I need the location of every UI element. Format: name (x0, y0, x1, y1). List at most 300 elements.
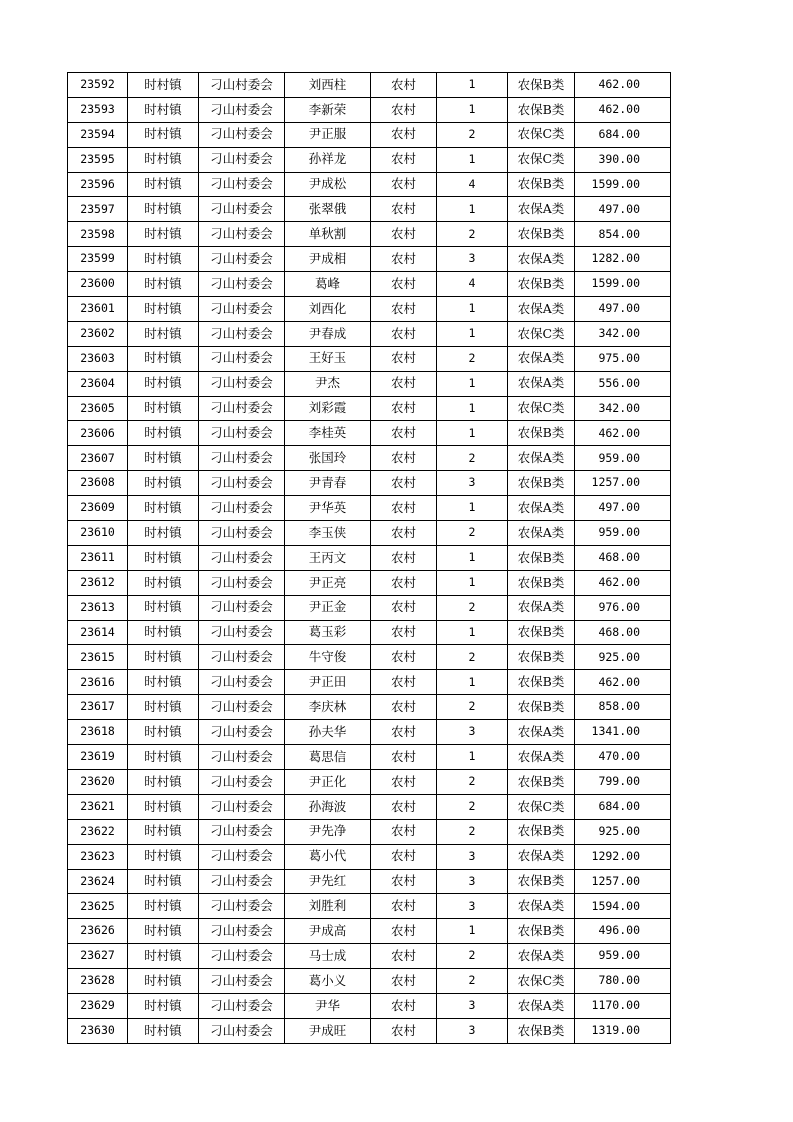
amount-cell: 390.00 (575, 147, 671, 172)
table-row (68, 97, 671, 122)
table-row (68, 1018, 671, 1043)
committee-cell: 刁山村委会 (199, 321, 285, 346)
household-type-cell: 农村 (371, 595, 437, 620)
record-id-cell: 23598 (68, 222, 128, 247)
table-row (68, 819, 671, 844)
category-cell: 农保A类 (508, 993, 575, 1018)
record-id-cell: 23629 (68, 993, 128, 1018)
category-cell: 农保B类 (508, 545, 575, 570)
amount-cell: 496.00 (575, 919, 671, 944)
town-cell: 时村镇 (128, 695, 199, 720)
person-name-cell: 孙祥龙 (285, 147, 371, 172)
person-count-cell: 4 (437, 172, 508, 197)
household-type-cell: 农村 (371, 919, 437, 944)
category-cell: 农保A类 (508, 297, 575, 322)
amount-cell: 959.00 (575, 446, 671, 471)
record-id-cell: 23597 (68, 197, 128, 222)
amount-cell: 497.00 (575, 496, 671, 521)
person-count-cell: 1 (437, 570, 508, 595)
household-type-cell: 农村 (371, 247, 437, 272)
person-name-cell: 李桂英 (285, 421, 371, 446)
table-row (68, 595, 671, 620)
town-cell: 时村镇 (128, 346, 199, 371)
committee-cell: 刁山村委会 (199, 570, 285, 595)
category-cell: 农保B类 (508, 819, 575, 844)
record-id-cell: 23628 (68, 969, 128, 994)
household-type-cell: 农村 (371, 471, 437, 496)
person-name-cell: 王丙文 (285, 545, 371, 570)
person-name-cell: 张翠俄 (285, 197, 371, 222)
town-cell: 时村镇 (128, 147, 199, 172)
amount-cell: 1594.00 (575, 894, 671, 919)
category-cell: 农保B类 (508, 645, 575, 670)
person-name-cell: 李庆林 (285, 695, 371, 720)
category-cell: 农保C类 (508, 122, 575, 147)
committee-cell: 刁山村委会 (199, 993, 285, 1018)
committee-cell: 刁山村委会 (199, 247, 285, 272)
household-type-cell: 农村 (371, 147, 437, 172)
record-id-cell: 23618 (68, 720, 128, 745)
person-count-cell: 2 (437, 521, 508, 546)
committee-cell: 刁山村委会 (199, 695, 285, 720)
person-name-cell: 尹正田 (285, 670, 371, 695)
person-count-cell: 2 (437, 645, 508, 670)
table-row (68, 844, 671, 869)
town-cell: 时村镇 (128, 471, 199, 496)
record-id-cell: 23606 (68, 421, 128, 446)
table-row (68, 869, 671, 894)
person-count-cell: 2 (437, 794, 508, 819)
household-type-cell: 农村 (371, 1018, 437, 1043)
committee-cell: 刁山村委会 (199, 645, 285, 670)
record-id-cell: 23616 (68, 670, 128, 695)
household-type-cell: 农村 (371, 545, 437, 570)
person-count-cell: 3 (437, 720, 508, 745)
amount-cell: 1599.00 (575, 272, 671, 297)
committee-cell: 刁山村委会 (199, 670, 285, 695)
record-id-cell: 23607 (68, 446, 128, 471)
person-count-cell: 2 (437, 122, 508, 147)
amount-cell: 470.00 (575, 745, 671, 770)
table-row (68, 794, 671, 819)
record-id-cell: 23594 (68, 122, 128, 147)
town-cell: 时村镇 (128, 122, 199, 147)
committee-cell: 刁山村委会 (199, 346, 285, 371)
amount-cell: 959.00 (575, 944, 671, 969)
household-type-cell: 农村 (371, 993, 437, 1018)
town-cell: 时村镇 (128, 919, 199, 944)
committee-cell: 刁山村委会 (199, 297, 285, 322)
household-type-cell: 农村 (371, 944, 437, 969)
table-row (68, 545, 671, 570)
household-type-cell: 农村 (371, 769, 437, 794)
person-name-cell: 刘彩霞 (285, 396, 371, 421)
table-row (68, 620, 671, 645)
town-cell: 时村镇 (128, 1018, 199, 1043)
person-count-cell: 3 (437, 993, 508, 1018)
household-type-cell: 农村 (371, 894, 437, 919)
town-cell: 时村镇 (128, 197, 199, 222)
category-cell: 农保A类 (508, 844, 575, 869)
table-row (68, 695, 671, 720)
record-id-cell: 23615 (68, 645, 128, 670)
town-cell: 时村镇 (128, 421, 199, 446)
household-type-cell: 农村 (371, 421, 437, 446)
amount-cell: 959.00 (575, 521, 671, 546)
committee-cell: 刁山村委会 (199, 147, 285, 172)
table-row (68, 272, 671, 297)
committee-cell: 刁山村委会 (199, 272, 285, 297)
person-count-cell: 1 (437, 371, 508, 396)
household-type-cell: 农村 (371, 446, 437, 471)
record-id-cell: 23613 (68, 595, 128, 620)
committee-cell: 刁山村委会 (199, 794, 285, 819)
person-count-cell: 1 (437, 496, 508, 521)
table-row (68, 247, 671, 272)
category-cell: 农保A类 (508, 197, 575, 222)
table-row (68, 496, 671, 521)
town-cell: 时村镇 (128, 570, 199, 595)
person-name-cell: 张国玲 (285, 446, 371, 471)
town-cell: 时村镇 (128, 496, 199, 521)
category-cell: 农保C类 (508, 969, 575, 994)
committee-cell: 刁山村委会 (199, 471, 285, 496)
table-row (68, 471, 671, 496)
amount-cell: 799.00 (575, 769, 671, 794)
category-cell: 农保B类 (508, 919, 575, 944)
town-cell: 时村镇 (128, 894, 199, 919)
committee-cell: 刁山村委会 (199, 1018, 285, 1043)
table-row (68, 670, 671, 695)
town-cell: 时村镇 (128, 73, 199, 98)
committee-cell: 刁山村委会 (199, 496, 285, 521)
household-type-cell: 农村 (371, 819, 437, 844)
person-name-cell: 葛玉彩 (285, 620, 371, 645)
category-cell: 农保A类 (508, 247, 575, 272)
person-count-cell: 2 (437, 446, 508, 471)
person-name-cell: 尹杰 (285, 371, 371, 396)
table-row (68, 396, 671, 421)
table-row (68, 172, 671, 197)
ledger-table (67, 72, 671, 1044)
record-id-cell: 23609 (68, 496, 128, 521)
table-row (68, 197, 671, 222)
committee-cell: 刁山村委会 (199, 222, 285, 247)
person-name-cell: 尹成高 (285, 919, 371, 944)
household-type-cell: 农村 (371, 197, 437, 222)
amount-cell: 684.00 (575, 122, 671, 147)
amount-cell: 462.00 (575, 73, 671, 98)
person-count-cell: 3 (437, 471, 508, 496)
table-row (68, 521, 671, 546)
committee-cell: 刁山村委会 (199, 545, 285, 570)
table-row (68, 147, 671, 172)
committee-cell: 刁山村委会 (199, 894, 285, 919)
amount-cell: 462.00 (575, 670, 671, 695)
amount-cell: 462.00 (575, 97, 671, 122)
town-cell: 时村镇 (128, 272, 199, 297)
person-count-cell: 2 (437, 819, 508, 844)
committee-cell: 刁山村委会 (199, 969, 285, 994)
town-cell: 时村镇 (128, 620, 199, 645)
table-row (68, 645, 671, 670)
person-count-cell: 1 (437, 97, 508, 122)
table-row (68, 745, 671, 770)
town-cell: 时村镇 (128, 222, 199, 247)
record-id-cell: 23604 (68, 371, 128, 396)
household-type-cell: 农村 (371, 297, 437, 322)
table-row (68, 919, 671, 944)
record-id-cell: 23602 (68, 321, 128, 346)
record-id-cell: 23614 (68, 620, 128, 645)
category-cell: 农保B类 (508, 421, 575, 446)
record-id-cell: 23621 (68, 794, 128, 819)
person-count-cell: 3 (437, 869, 508, 894)
committee-cell: 刁山村委会 (199, 122, 285, 147)
person-count-cell: 2 (437, 222, 508, 247)
record-id-cell: 23612 (68, 570, 128, 595)
category-cell: 农保A类 (508, 944, 575, 969)
amount-cell: 1292.00 (575, 844, 671, 869)
record-id-cell: 23600 (68, 272, 128, 297)
person-count-cell: 1 (437, 545, 508, 570)
committee-cell: 刁山村委会 (199, 620, 285, 645)
household-type-cell: 农村 (371, 496, 437, 521)
category-cell: 农保B类 (508, 172, 575, 197)
committee-cell: 刁山村委会 (199, 172, 285, 197)
amount-cell: 854.00 (575, 222, 671, 247)
household-type-cell: 农村 (371, 272, 437, 297)
category-cell: 农保B类 (508, 272, 575, 297)
person-name-cell: 尹先净 (285, 819, 371, 844)
category-cell: 农保B类 (508, 670, 575, 695)
household-type-cell: 农村 (371, 97, 437, 122)
committee-cell: 刁山村委会 (199, 595, 285, 620)
town-cell: 时村镇 (128, 670, 199, 695)
record-id-cell: 23620 (68, 769, 128, 794)
amount-cell: 1257.00 (575, 869, 671, 894)
person-count-cell: 1 (437, 73, 508, 98)
person-name-cell: 王好玉 (285, 346, 371, 371)
category-cell: 农保C类 (508, 794, 575, 819)
town-cell: 时村镇 (128, 869, 199, 894)
town-cell: 时村镇 (128, 819, 199, 844)
ledger-body (68, 73, 671, 1044)
table-row (68, 346, 671, 371)
town-cell: 时村镇 (128, 993, 199, 1018)
person-count-cell: 1 (437, 620, 508, 645)
person-count-cell: 1 (437, 670, 508, 695)
record-id-cell: 23603 (68, 346, 128, 371)
person-name-cell: 牛守俊 (285, 645, 371, 670)
amount-cell: 556.00 (575, 371, 671, 396)
person-name-cell: 尹青春 (285, 471, 371, 496)
committee-cell: 刁山村委会 (199, 869, 285, 894)
category-cell: 农保B类 (508, 695, 575, 720)
category-cell: 农保B类 (508, 769, 575, 794)
person-count-cell: 4 (437, 272, 508, 297)
table-row (68, 969, 671, 994)
amount-cell: 925.00 (575, 819, 671, 844)
town-cell: 时村镇 (128, 247, 199, 272)
category-cell: 农保B类 (508, 869, 575, 894)
table-row (68, 894, 671, 919)
town-cell: 时村镇 (128, 97, 199, 122)
record-id-cell: 23625 (68, 894, 128, 919)
amount-cell: 462.00 (575, 570, 671, 595)
person-count-cell: 3 (437, 844, 508, 869)
committee-cell: 刁山村委会 (199, 421, 285, 446)
household-type-cell: 农村 (371, 844, 437, 869)
record-id-cell: 23623 (68, 844, 128, 869)
person-name-cell: 尹正服 (285, 122, 371, 147)
category-cell: 农保A类 (508, 446, 575, 471)
person-count-cell: 1 (437, 197, 508, 222)
category-cell: 农保B类 (508, 620, 575, 645)
amount-cell: 684.00 (575, 794, 671, 819)
record-id-cell: 23601 (68, 297, 128, 322)
record-id-cell: 23627 (68, 944, 128, 969)
record-id-cell: 23626 (68, 919, 128, 944)
committee-cell: 刁山村委会 (199, 371, 285, 396)
category-cell: 农保B类 (508, 1018, 575, 1043)
person-name-cell: 葛峰 (285, 272, 371, 297)
person-name-cell: 孙夫华 (285, 720, 371, 745)
town-cell: 时村镇 (128, 446, 199, 471)
amount-cell: 1599.00 (575, 172, 671, 197)
amount-cell: 858.00 (575, 695, 671, 720)
town-cell: 时村镇 (128, 396, 199, 421)
amount-cell: 468.00 (575, 545, 671, 570)
person-name-cell: 尹先红 (285, 869, 371, 894)
person-name-cell: 尹成松 (285, 172, 371, 197)
person-name-cell: 单秋割 (285, 222, 371, 247)
town-cell: 时村镇 (128, 969, 199, 994)
person-name-cell: 尹春成 (285, 321, 371, 346)
record-id-cell: 23593 (68, 97, 128, 122)
person-count-cell: 1 (437, 147, 508, 172)
town-cell: 时村镇 (128, 944, 199, 969)
person-count-cell: 2 (437, 595, 508, 620)
record-id-cell: 23624 (68, 869, 128, 894)
amount-cell: 497.00 (575, 297, 671, 322)
household-type-cell: 农村 (371, 620, 437, 645)
person-count-cell: 2 (437, 346, 508, 371)
table-row (68, 222, 671, 247)
person-count-cell: 2 (437, 944, 508, 969)
record-id-cell: 23595 (68, 147, 128, 172)
table-row (68, 421, 671, 446)
committee-cell: 刁山村委会 (199, 197, 285, 222)
person-name-cell: 葛小义 (285, 969, 371, 994)
person-count-cell: 3 (437, 1018, 508, 1043)
town-cell: 时村镇 (128, 720, 199, 745)
person-count-cell: 3 (437, 247, 508, 272)
table-row (68, 944, 671, 969)
record-id-cell: 23610 (68, 521, 128, 546)
household-type-cell: 农村 (371, 695, 437, 720)
town-cell: 时村镇 (128, 595, 199, 620)
committee-cell: 刁山村委会 (199, 944, 285, 969)
record-id-cell: 23630 (68, 1018, 128, 1043)
amount-cell: 1282.00 (575, 247, 671, 272)
person-name-cell: 尹成相 (285, 247, 371, 272)
person-name-cell: 李玉侠 (285, 521, 371, 546)
household-type-cell: 农村 (371, 346, 437, 371)
amount-cell: 976.00 (575, 595, 671, 620)
table-row (68, 720, 671, 745)
person-name-cell: 尹华英 (285, 496, 371, 521)
record-id-cell: 23608 (68, 471, 128, 496)
category-cell: 农保A类 (508, 496, 575, 521)
committee-cell: 刁山村委会 (199, 97, 285, 122)
person-name-cell: 尹华 (285, 993, 371, 1018)
record-id-cell: 23596 (68, 172, 128, 197)
town-cell: 时村镇 (128, 545, 199, 570)
person-count-cell: 3 (437, 894, 508, 919)
record-id-cell: 23605 (68, 396, 128, 421)
household-type-cell: 农村 (371, 521, 437, 546)
household-type-cell: 农村 (371, 794, 437, 819)
person-count-cell: 2 (437, 969, 508, 994)
category-cell: 农保B类 (508, 222, 575, 247)
person-name-cell: 刘西柱 (285, 73, 371, 98)
amount-cell: 1341.00 (575, 720, 671, 745)
town-cell: 时村镇 (128, 645, 199, 670)
person-name-cell: 尹正化 (285, 769, 371, 794)
town-cell: 时村镇 (128, 844, 199, 869)
record-id-cell: 23619 (68, 745, 128, 770)
record-id-cell: 23622 (68, 819, 128, 844)
town-cell: 时村镇 (128, 521, 199, 546)
table-row (68, 297, 671, 322)
household-type-cell: 农村 (371, 222, 437, 247)
town-cell: 时村镇 (128, 172, 199, 197)
committee-cell: 刁山村委会 (199, 745, 285, 770)
category-cell: 农保C类 (508, 321, 575, 346)
amount-cell: 1319.00 (575, 1018, 671, 1043)
town-cell: 时村镇 (128, 794, 199, 819)
amount-cell: 1257.00 (575, 471, 671, 496)
household-type-cell: 农村 (371, 969, 437, 994)
town-cell: 时村镇 (128, 297, 199, 322)
category-cell: 农保A类 (508, 371, 575, 396)
amount-cell: 975.00 (575, 346, 671, 371)
category-cell: 农保C类 (508, 396, 575, 421)
table-row (68, 371, 671, 396)
committee-cell: 刁山村委会 (199, 720, 285, 745)
household-type-cell: 农村 (371, 73, 437, 98)
committee-cell: 刁山村委会 (199, 819, 285, 844)
table-row (68, 769, 671, 794)
person-name-cell: 刘胜利 (285, 894, 371, 919)
committee-cell: 刁山村委会 (199, 446, 285, 471)
person-count-cell: 2 (437, 695, 508, 720)
category-cell: 农保A类 (508, 346, 575, 371)
person-count-cell: 2 (437, 769, 508, 794)
person-name-cell: 葛思信 (285, 745, 371, 770)
amount-cell: 1170.00 (575, 993, 671, 1018)
household-type-cell: 农村 (371, 670, 437, 695)
record-id-cell: 23611 (68, 545, 128, 570)
town-cell: 时村镇 (128, 371, 199, 396)
household-type-cell: 农村 (371, 869, 437, 894)
household-type-cell: 农村 (371, 645, 437, 670)
person-name-cell: 葛小代 (285, 844, 371, 869)
category-cell: 农保A类 (508, 720, 575, 745)
committee-cell: 刁山村委会 (199, 73, 285, 98)
person-count-cell: 1 (437, 297, 508, 322)
